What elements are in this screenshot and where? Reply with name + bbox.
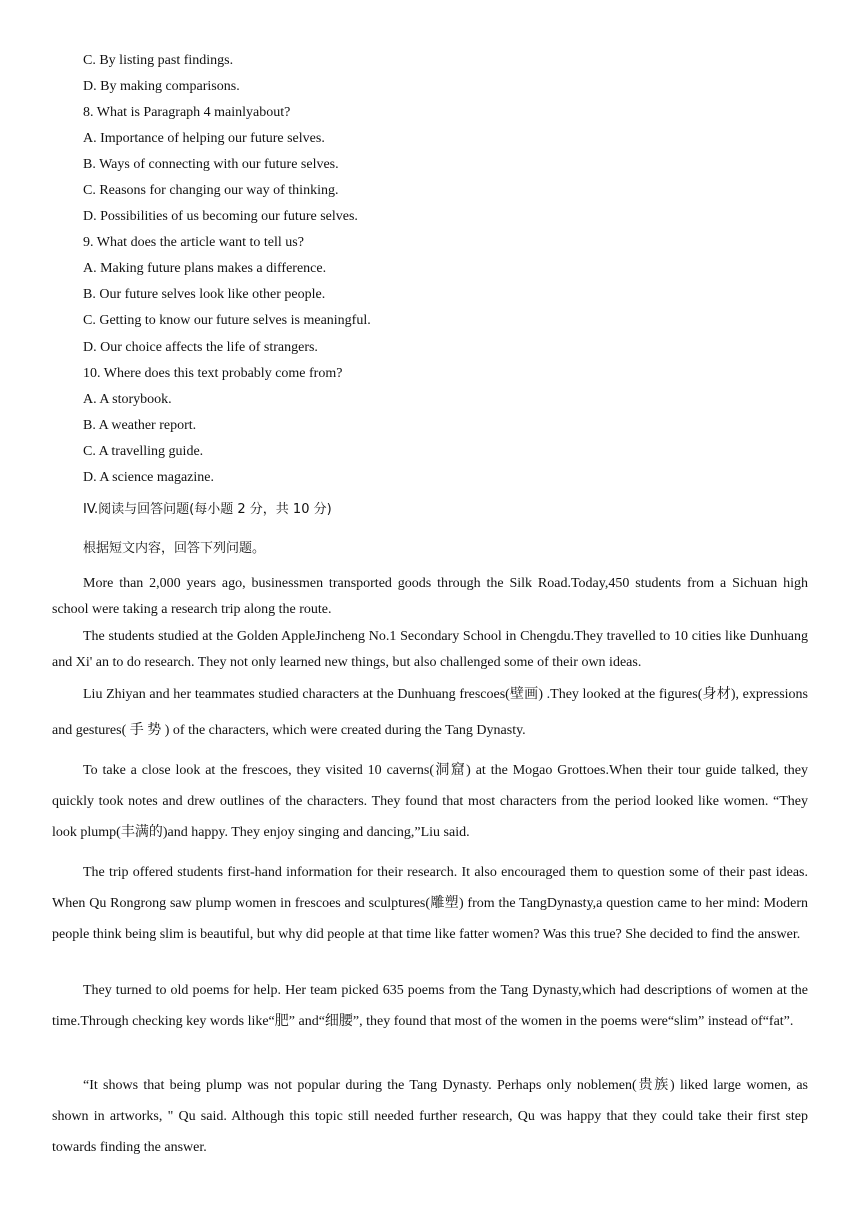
q9-option-b: B. Our future selves look like other people. xyxy=(83,287,326,302)
q10-option-a: A. A storybook. xyxy=(83,392,172,407)
passage-paragraph-6: They turned to old poems for help. Her team picked 635 poems from the Tang Dynasty,which had descriptions of women at the time.Through checking key words like“肥” and“细腰”, they found that most of the women in the poems were“slim” instead of“fat”. xyxy=(52,983,808,1029)
q9-option-c: C. Getting to know our future selves is meaningful. xyxy=(83,313,371,328)
q9-option-a: A. Making future plans makes a difference. xyxy=(83,261,327,276)
q8-option-a: A. Importance of helping our future selves. xyxy=(83,131,325,146)
section-instruction: 根据短文内容，回答下列问题。 xyxy=(83,541,266,556)
passage-paragraph-5: The trip offered students first-hand information for their research. It also encouraged them to question some of their past ideas. When Qu Rongrong saw plump women in frescoes and sculptures(雕塑) from the TangDynasty,a question came to her mind: Modern people think being slim is beautiful, but why did people at that time like fatter women? Was this true? She decided to find the answer. xyxy=(52,865,808,942)
passage-paragraph-1: More than 2,000 years ago, businessmen transported goods through the Silk Road.Today,450 students from a Sichuan high school were taking a research trip along the route. xyxy=(52,576,808,617)
q10-option-c: C. A travelling guide. xyxy=(83,444,204,459)
q10-option-b: B. A weather report. xyxy=(83,418,197,433)
q10-option-d: D. A science magazine. xyxy=(83,470,215,485)
q8-stem: 8. What is Paragraph 4 mainlyabout? xyxy=(83,105,291,120)
q7-option-c: C. By listing past findings. xyxy=(83,53,234,68)
q8-option-d: D. Possibilities of us becoming our future selves. xyxy=(83,209,358,224)
section-heading: IV.阅读与回答问题(每小题 2 分，共 10 分) xyxy=(83,502,332,517)
q8-option-b: B. Ways of connecting with our future selves. xyxy=(83,157,339,172)
q7-option-d: D. By making comparisons. xyxy=(83,79,240,94)
q9-stem: 9. What does the article want to tell us? xyxy=(83,235,304,250)
q10-stem: 10. Where does this text probably come from? xyxy=(83,366,343,381)
passage-paragraph-3: Liu Zhiyan and her teammates studied characters at the Dunhuang frescoes(壁画) .They looked at the figures(身材), expressions and gestures( 手 势 ) of the characters, which were created during the Tang Dynasty. xyxy=(52,687,808,738)
passage-paragraph-2: The students studied at the Golden AppleJincheng No.1 Secondary School in Chengdu.They travelled to 10 cities like Dunhuang and Xi' an to do research. They not only learned new things, but also challenged some of their own ideas. xyxy=(52,629,808,670)
passage-paragraph-4: To take a close look at the frescoes, they visited 10 caverns(洞窟) at the Mogao Grottoes.When their tour guide talked, they quickly took notes and drew outlines of the characters. They found that most characters from the period looked like women. “They look plump(丰满的)and happy. They enjoy singing and dancing,”Liu said. xyxy=(52,763,808,840)
q9-option-d: D. Our choice affects the life of strangers. xyxy=(83,340,318,355)
q8-option-c: C. Reasons for changing our way of thinking. xyxy=(83,183,339,198)
passage-paragraph-7: “It shows that being plump was not popular during the Tang Dynasty. Perhaps only noblemen(贵族) liked large women, as shown in artworks, " Qu said. Although this topic still needed further research, Qu was happy that they could take their first step towards finding the answer. xyxy=(52,1078,808,1155)
